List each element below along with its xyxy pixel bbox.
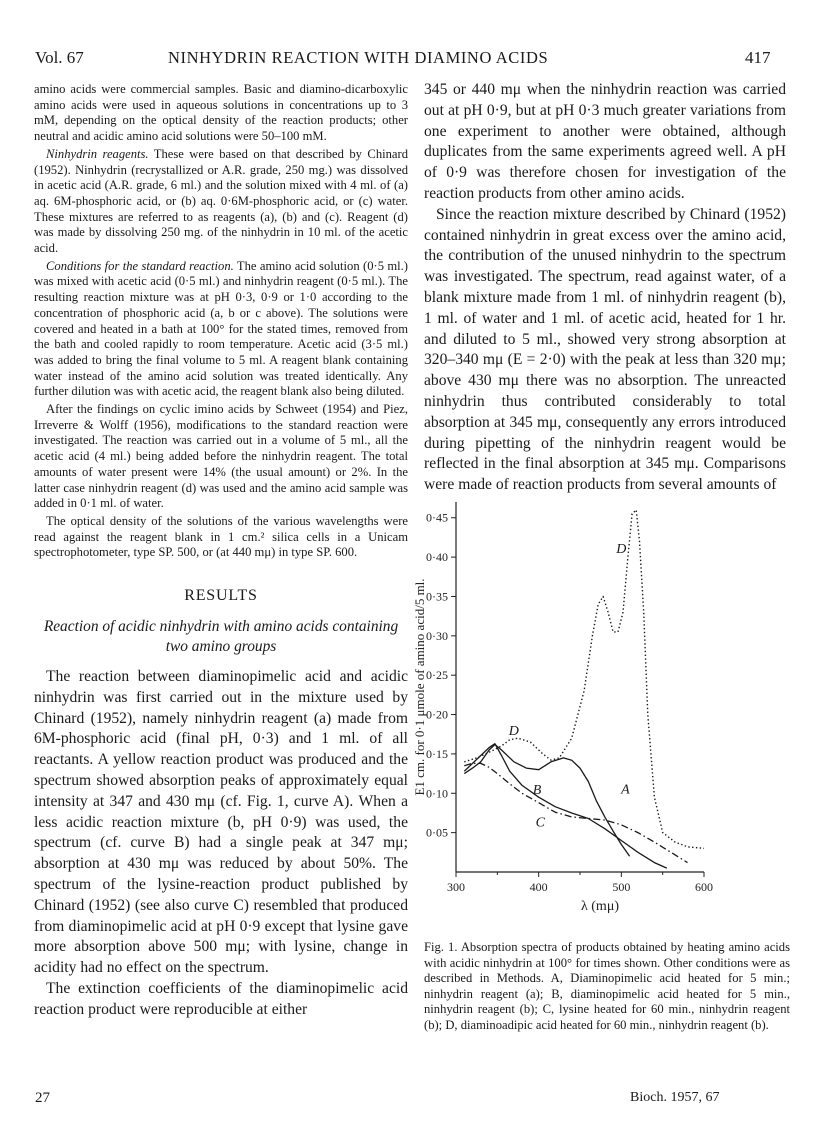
y-tick-label: 0·40 (426, 550, 448, 565)
chart-labels (508, 542, 630, 830)
absorption-spectra-chart (410, 490, 810, 940)
y-tick-label: 0·15 (426, 746, 448, 761)
right-column (424, 80, 786, 496)
x-axis-label: λ (mμ) (580, 899, 620, 914)
y-tick-label: 0·25 (426, 668, 448, 683)
y-tick-label: 0·45 (426, 510, 448, 525)
conditions-label: Conditions for the standard reaction. (46, 258, 234, 273)
y-axis-label: E1 cm. for 0·1 μmole of amino acid/5 ml. (412, 578, 427, 796)
curve-label-d: D (508, 724, 519, 740)
reagents-label: Ninhydrin reagents. (46, 146, 149, 161)
chart-series (464, 510, 704, 868)
figure-caption: Fig. 1. Absorption spectra of products obtained by heating amino acids with acidic ninhydrin at 100° for times shown. Other conditions were as described in Methods. A, Diaminopimelic acid heated for 5 min.; ninhydrin reagent (a); B, diaminopimelic acid heated for 5 min., ninhydrin reagent (b); C, lysine heated for 60 min., ninhydrin reagent (b); D, diaminoadipic acid heated for 60 min., ninhydrin reagent (b). (424, 940, 790, 1032)
signature-number: 27 (35, 1090, 50, 1106)
curve-label-d: D (616, 542, 627, 558)
right-paragraph-2: Since the reaction mixture described by Chinard (1952) contained ninhydrin in great excess over the amino acid, the contribution of the unused ninhydrin to the spectrum was investigated. The spectrum, read against water, of a blank mixture made from 1 ml. of ninhydrin reagent (b), 1 ml. of water and 1 ml. of acetic acid, heated for 1 hr. and diluted to 5 ml., showed very strong absorption at 320–340 mμ (E = 2·0) with the peak at less than 320 mμ; above 430 mμ there was no absorption. The unreacted ninhydrin thus contributed considerably to total absorption at 345 mμ, consequently any errors introduced during pipetting of the ninhydrin reagent would be reflected in the final absorption at 345 mμ. Comparisons were made of reaction products from several amounts of (424, 205, 786, 494)
reagents-text: These were based on that described by Chinard (1952). Ninhydrin (recrystallized or A.R. grade, 250 mg.) was dissolved in acetic acid (A.R. grade, 6 ml.) and the solution mixed with 4 ml. of (a) aq. 6M-phosphoric acid, or (b) aq. 0·6M-phosphoric acid, or (c) water. These mixtures are referred to as reagents (a), (b) and (c). Reagent (d) was made by dissolving 250 mg. of the ninhydrin in 10 ml. of the acetic acid. (34, 146, 408, 256)
conditions-text: The amino acid solution (0·5 ml.) was mixed with acetic acid (0·5 ml.) and ninhydrin reagent (0·5 ml.). The resulting reaction mixture was at pH 0·3, 0·9 or 1·0 according to the concentration of phosphoric acid (a, b or c above). The solutions were covered and heated in a bath at 100° for the stated times, removed from the bath and cooled rapidly to room temperature. Acetic acid (3·5 ml.) was added to bring the final volume to 5 ml. A reagent blank containing water instead of the amino acid solution was treated identically. Any further dilution was with acetic acid, the reagent blank also being diluted. (34, 258, 408, 399)
modifications-paragraph: After the findings on cyclic imino acids by Schweet (1954) and Piez, Irreverre & Wolff (1956), modifications to the standard reaction were investigated. The reaction was carried out in a volume of 5 ml., all the acetic acid (4 ml.) being added before the ninhydrin reagent. The total amounts of water present were 14% (the usual amount) or 2%. In the latter case ninhydrin reagent (d) was used and the amino acid sample was added in 0·1 ml. of water. (34, 402, 408, 511)
optical-density-paragraph: The optical density of the solutions of the various wavelengths were read against the reagent blank in 1 cm.² silica cells in a Unicam spectrophotometer, type SP. 500, or (at 440 mμ) in type SP. 600. (34, 513, 408, 560)
x-tick-label: 500 (612, 880, 631, 894)
y-tick-label: 0·20 (426, 707, 448, 722)
series-line-a (464, 745, 629, 857)
volume-label: Vol. 67 (35, 48, 84, 67)
y-tick-label: 0·05 (426, 825, 448, 840)
series-line-c (464, 763, 687, 862)
series-line-d (464, 510, 704, 849)
results-paragraph-1: The reaction between diaminopimelic acid and acidic ninhydrin was first carried out in the mixture used by Chinard (1952), namely ninhydrin reagent (a) made from 6M-phosphoric acid (final pH, 0·3) and 1 ml. of all reactants. A yellow reaction product was produced and the spectrum showed absorption peaks of approximately equal intensity at 347 and 430 mμ (cf. Fig. 1, curve A). When a less acidic reaction mixture (b, pH 0·9) was used, the spectrum (cf. curve B) had a single peak at 347 mμ; absorption at 430 mμ was reduced by about 50%. The spectrum of the lysine-reaction product published by Chinard (1952) (see also curve C) resembled that produced from diaminopimelic acid at pH 0·9 except that lysine gave more absorption above 500 mμ; with lysine, change in acidity had no effect on the spectrum. (34, 668, 408, 977)
curve-label-c: C (535, 815, 545, 831)
curve-label-b: B (532, 783, 542, 799)
standard-reaction-paragraph (34, 259, 408, 400)
series-line-b (464, 744, 667, 868)
x-tick-label: 400 (529, 880, 548, 894)
right-paragraph-1: 345 or 440 mμ when the ninhydrin reaction was carried out at pH 0·9, but at pH 0·3 much greater variations from one experiment to another were obtained, although duplicates from the same experiments agreed well. A pH of 0·9 was therefore chosen for investigation of the reaction products from other amino acids. (424, 81, 786, 202)
figure-1 (410, 490, 810, 940)
curve-label-a: A (621, 782, 630, 798)
x-tick-label: 600 (695, 880, 713, 894)
results-heading: RESULTS (184, 587, 258, 605)
methods-intro-paragraph: amino acids were commercial samples. Basic and diamino-dicarboxylic amino acids were used in aqueous solutions in concentrations up to 3 mM, depending on the optical density of the reaction products; other neutral and acidic amino acid solutions were 50–100 mM. (34, 82, 408, 144)
y-tick-label: 0·30 (426, 628, 448, 643)
results-paragraph-2: The extinction coefficients of the diaminopimelic acid reaction product were reproducible at either (34, 980, 408, 1018)
ninhydrin-reagents-paragraph (34, 147, 408, 257)
results-subheading: Reaction of acidic ninhydrin with amino acids containing two amino groups (43, 618, 399, 656)
x-tick-label: 300 (447, 880, 465, 894)
y-tick-label: 0·10 (426, 786, 448, 801)
page-number: 417 (745, 48, 771, 67)
y-tick-label: 0·35 (426, 589, 448, 604)
chart-axes (412, 502, 713, 914)
left-column (34, 82, 408, 1021)
running-title: NINHYDRIN REACTION WITH DIAMINO ACIDS (168, 48, 549, 67)
journal-citation: Bioch. 1957, 67 (630, 1090, 720, 1105)
